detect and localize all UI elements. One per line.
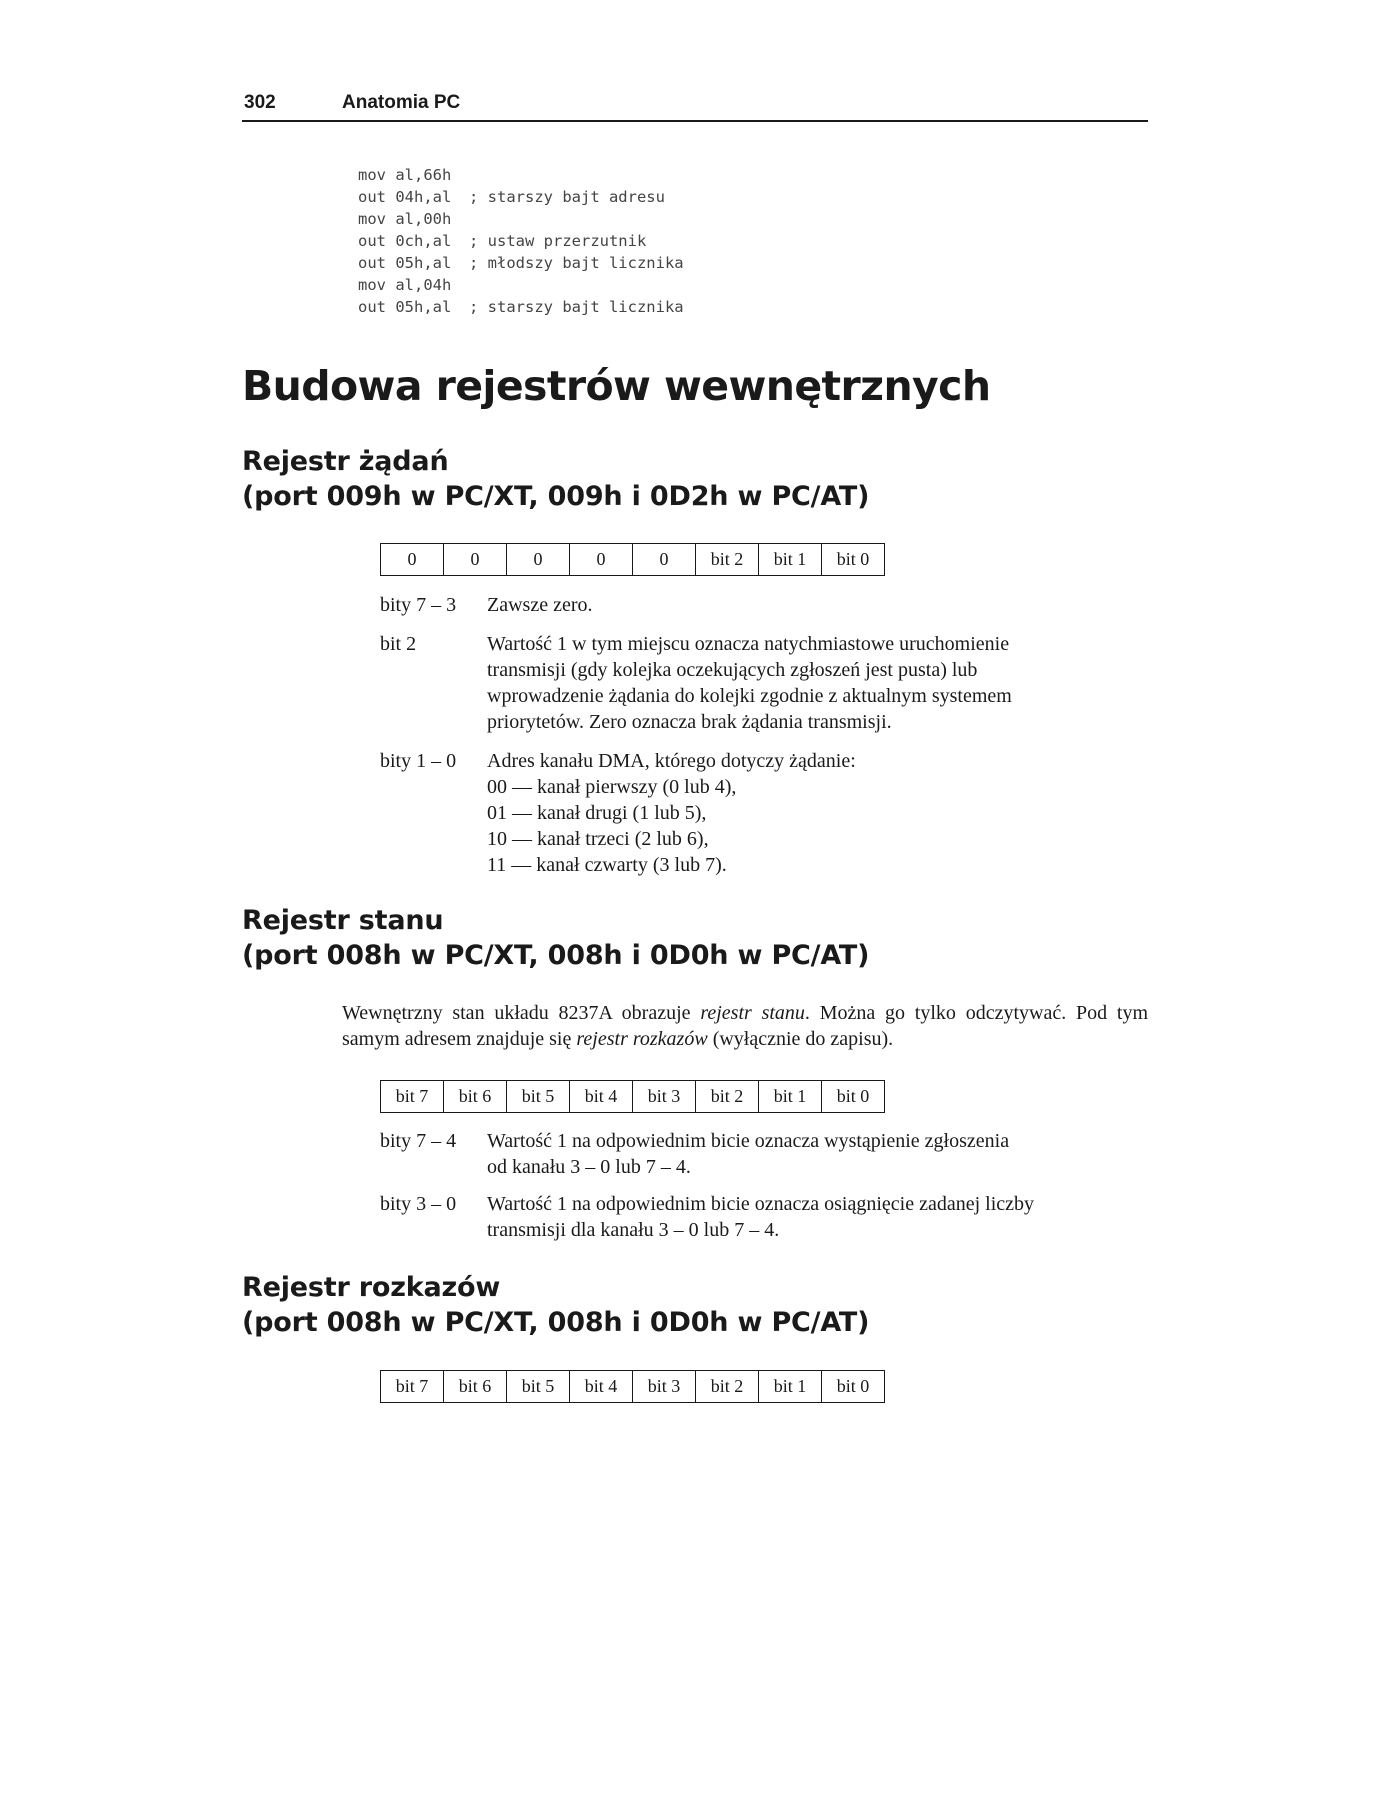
section-title: Budowa rejestrów wewnętrznych xyxy=(242,362,991,410)
bit-cell: 0 xyxy=(381,544,444,576)
bit-cell: bit 2 xyxy=(696,1081,759,1113)
bit-cell: bit 5 xyxy=(507,1081,570,1113)
bit-cell: bit 2 xyxy=(696,1371,759,1403)
bit-cell: bit 1 xyxy=(759,544,822,576)
definition-item xyxy=(380,631,1140,735)
definition-description: Wartość 1 na odpowiednim bicie oznacza wystąpienie zgłoszenia od kanału 3 – 0 lub 7 – 4. xyxy=(487,1130,1010,1178)
bit-cell: bit 7 xyxy=(381,1081,444,1113)
definition-term: bit 2 xyxy=(380,633,417,655)
bit-cell: bit 3 xyxy=(633,1371,696,1403)
definition-term: bity 7 – 3 xyxy=(380,594,457,616)
book-title: Anatomia PC xyxy=(342,92,461,113)
bit-cell: bit 1 xyxy=(759,1081,822,1113)
bit-cell: 0 xyxy=(507,544,570,576)
definition-item xyxy=(380,1191,1140,1243)
page-number: 302 xyxy=(244,92,276,113)
request-register-bit-table xyxy=(380,543,885,576)
definition-term: bity 1 – 0 xyxy=(380,750,457,772)
bit-cell: bit 0 xyxy=(822,1081,885,1113)
request-register-definitions xyxy=(380,592,1140,878)
code-line: mov al,66h xyxy=(358,166,452,184)
bit-cell: bit 0 xyxy=(822,544,885,576)
bit-cell: bit 0 xyxy=(822,1371,885,1403)
status-register-paragraph: Wewnętrzny stan układu 8237A obrazuje rejestr stanu. Można go tylko odczytywać. Pod tym samym adresem znajduje się rejestr rozkazów (wyłącznie do zapisu). xyxy=(342,1002,1148,1050)
bit-cell: bit 7 xyxy=(381,1371,444,1403)
code-line: out 0ch,al ; ustaw przerzutnik xyxy=(358,232,647,250)
code-listing xyxy=(358,164,684,318)
bit-cell: bit 5 xyxy=(507,1371,570,1403)
bit-cell: bit 4 xyxy=(570,1081,633,1113)
code-line: mov al,04h xyxy=(358,276,452,294)
definition-description: Adres kanału DMA, którego dotyczy żądanie: 00 — kanał pierwszy (0 lub 4), 01 — kanał drugi (1 lub 5), 10 — kanał trzeci (2 lub 6), 11 — kanał czwarty (3 lub 7). xyxy=(487,750,856,876)
bit-cell: bit 4 xyxy=(570,1371,633,1403)
definition-description: Zawsze zero. xyxy=(487,594,593,616)
command-register-bit-table xyxy=(380,1370,885,1403)
bit-cell: bit 3 xyxy=(633,1081,696,1113)
code-line: out 04h,al ; starszy bajt adresu xyxy=(358,188,665,206)
definition-description: Wartość 1 na odpowiednim bicie oznacza osiągnięcie zadanej liczby transmisji dla kanału 3 – 0 lub 7 – 4. xyxy=(487,1193,1035,1241)
bit-cell: bit 2 xyxy=(696,544,759,576)
definition-item xyxy=(380,592,1140,618)
definition-term: bity 7 – 4 xyxy=(380,1130,457,1152)
definition-item xyxy=(380,748,1140,878)
status-register-bit-table xyxy=(380,1080,885,1113)
status-register-definitions xyxy=(380,1128,1140,1243)
bit-cell: bit 6 xyxy=(444,1371,507,1403)
request-register-heading: Rejestr żądań (port 009h w PC/XT, 009h i 0D2h w PC/AT) xyxy=(242,446,870,512)
running-header xyxy=(242,92,1148,122)
status-register-heading: Rejestr stanu (port 008h w PC/XT, 008h i 0D0h w PC/AT) xyxy=(242,905,870,971)
bit-cell: bit 6 xyxy=(444,1081,507,1113)
command-register-heading: Rejestr rozkazów (port 008h w PC/XT, 008h i 0D0h w PC/AT) xyxy=(242,1272,870,1338)
definition-item xyxy=(380,1128,1140,1180)
definition-term: bity 3 – 0 xyxy=(380,1193,457,1215)
definition-description: Wartość 1 w tym miejscu oznacza natychmiastowe uruchomienie transmisji (gdy kolejka oczekujących zgłoszeń jest pusta) lub wprowadzenie żądania do kolejki zgodnie z aktualnym systemem priorytetów. Zero oznacza brak żądania transmisji. xyxy=(487,633,1012,733)
code-line: out 05h,al ; młodszy bajt licznika xyxy=(358,254,684,272)
bit-cell: 0 xyxy=(570,544,633,576)
bit-cell: 0 xyxy=(444,544,507,576)
bit-cell: 0 xyxy=(633,544,696,576)
code-line: out 05h,al ; starszy bajt licznika xyxy=(358,298,684,316)
bit-cell: bit 1 xyxy=(759,1371,822,1403)
code-line: mov al,00h xyxy=(358,210,452,228)
